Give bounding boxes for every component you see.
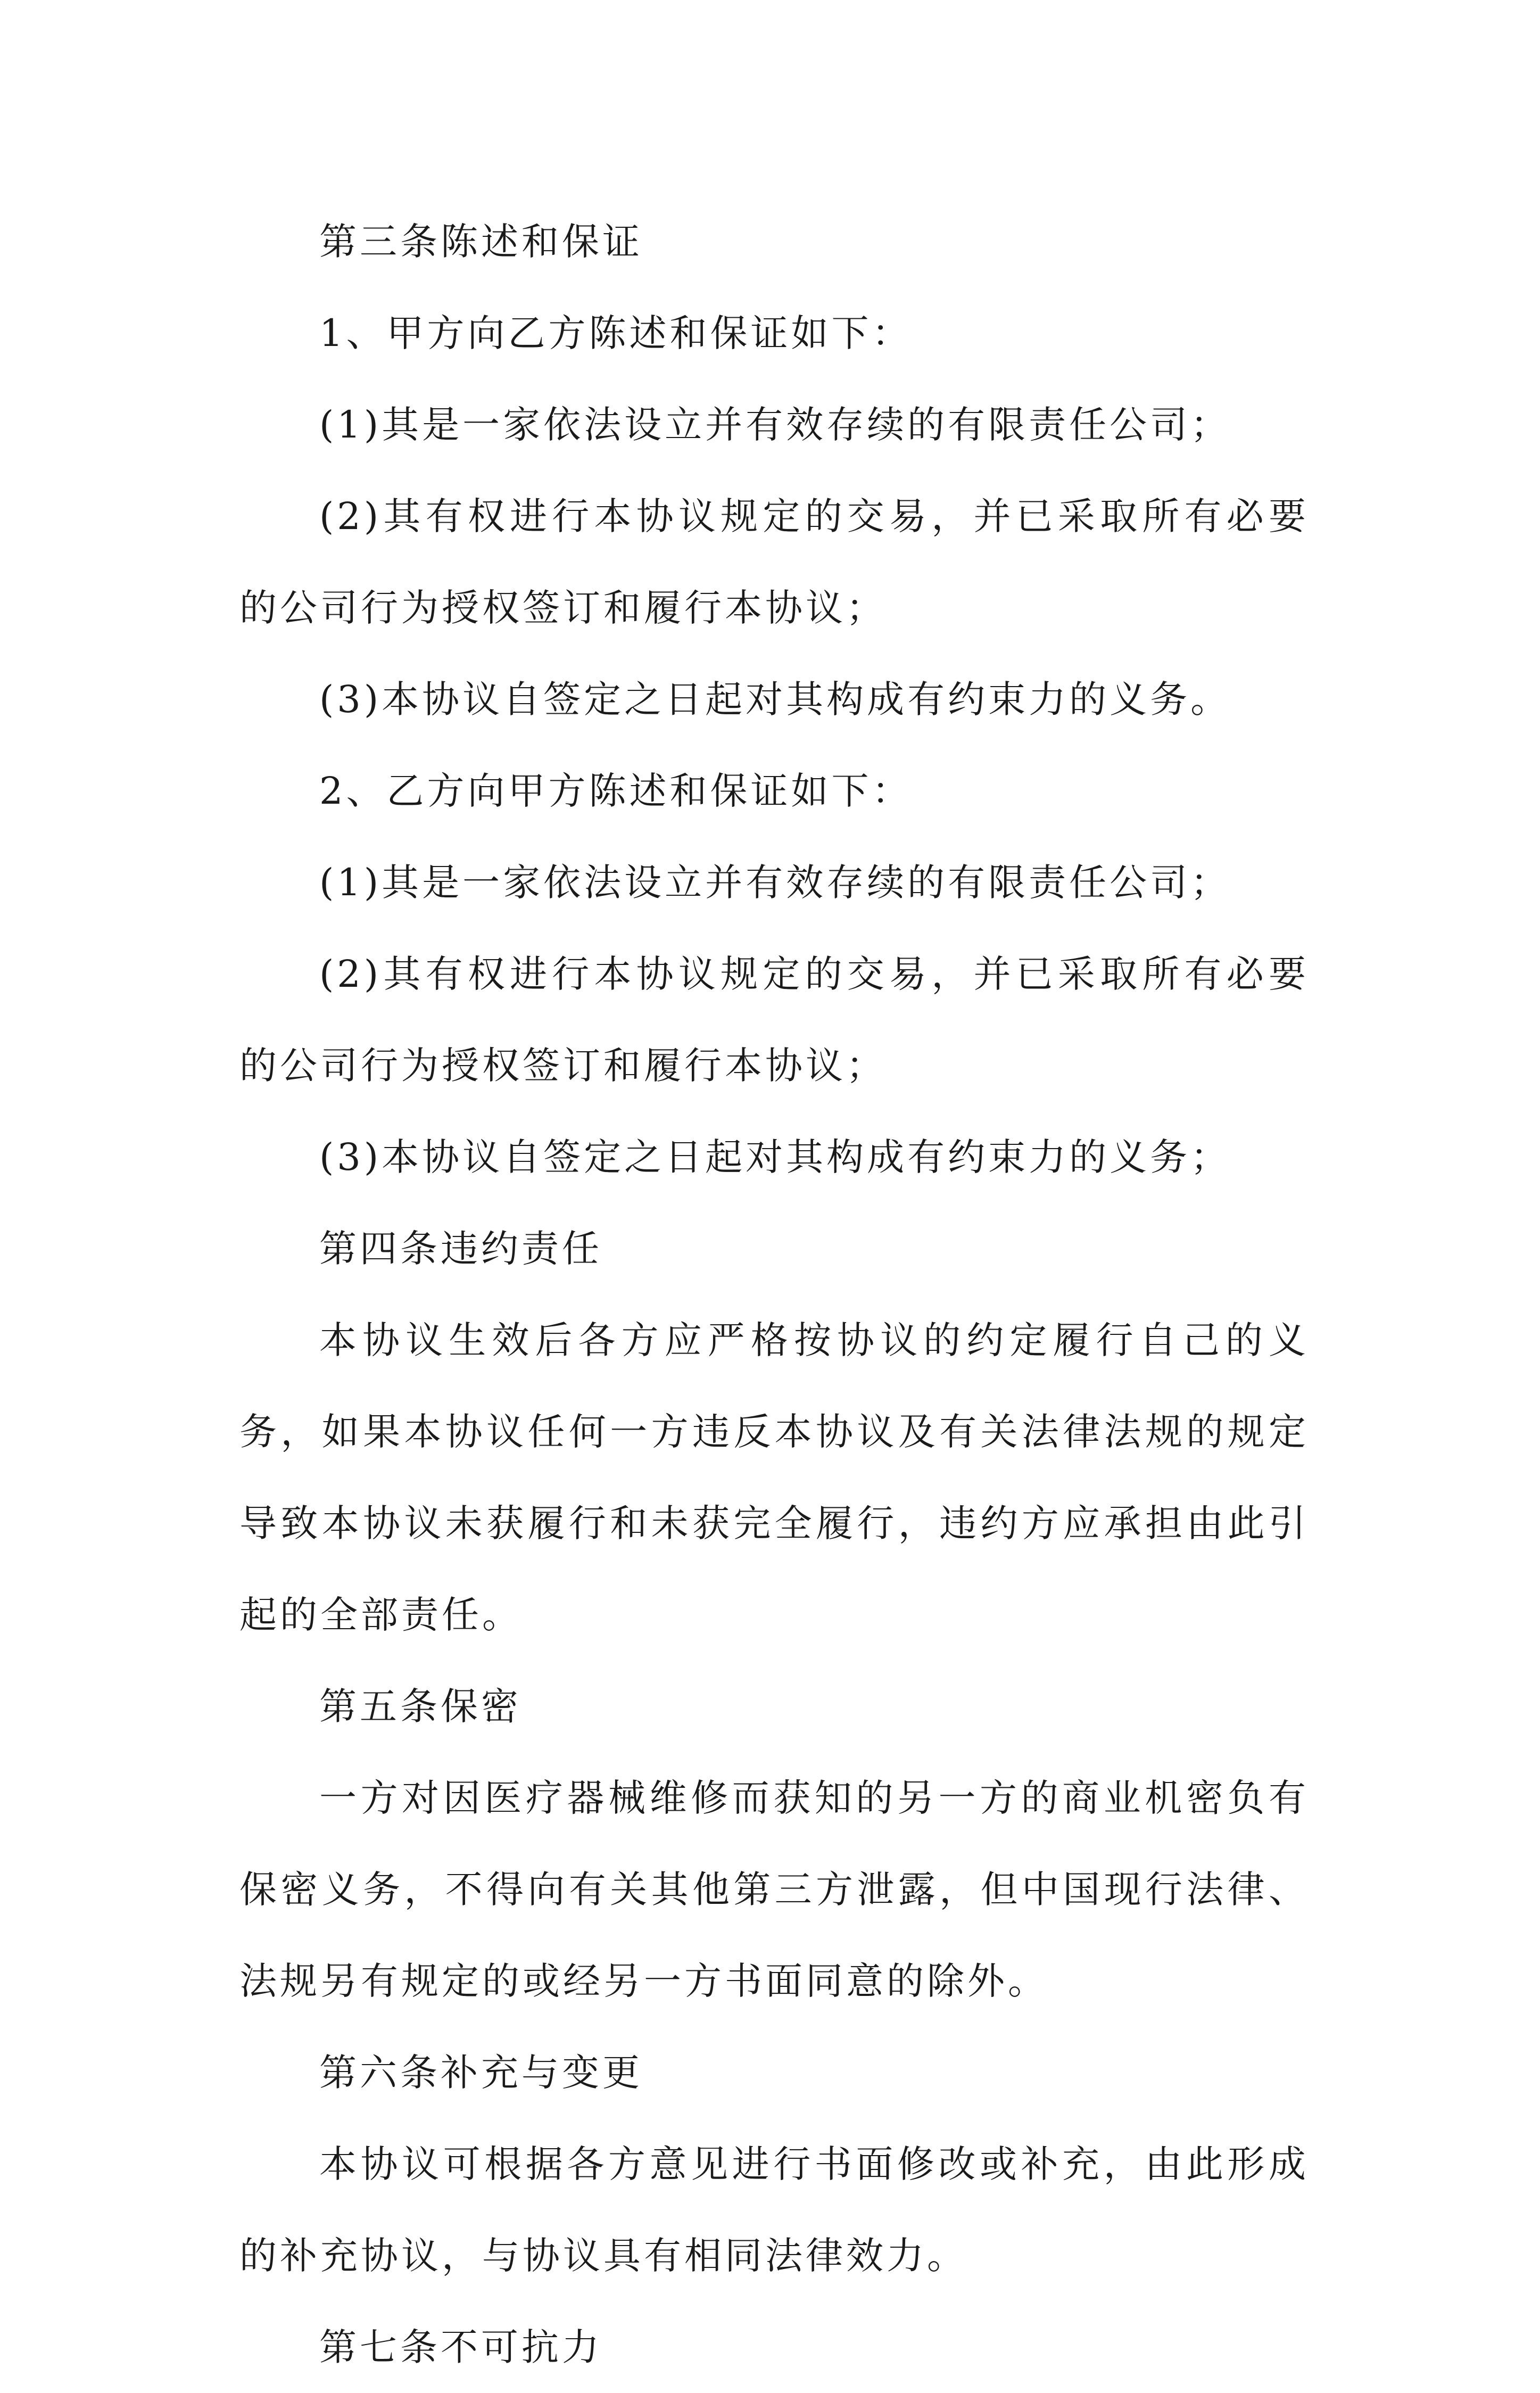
paragraph: 本协议生效后各方应严格按协议的约定履行自己的义务，如果本协议任何一方违反本协议及有关法律法规的规定导致本协议未获履行和未获完全履行，违约方应承担由此引起的全部责任。 xyxy=(239,1318,1309,1637)
section-heading-3: 第三条陈述和保证 xyxy=(319,220,643,263)
paragraph: (2)其有权进行本协议规定的交易，并已采取所有必要的公司行为授权签订和履行本协议； xyxy=(239,952,1309,1087)
paragraph: (3)本协议自签定之日起对其构成有约束力的义务； xyxy=(319,1135,1231,1179)
paragraph: 2、乙方向甲方陈述和保证如下： xyxy=(319,769,913,813)
paragraph: (1)其是一家依法设立并有效存续的有限责任公司； xyxy=(319,861,1231,904)
section-heading-5: 第五条保密 xyxy=(319,1685,521,1728)
section-heading-6: 第六条补充与变更 xyxy=(319,2051,643,2094)
paragraph: (3)本协议自签定之日起对其构成有约束力的义务。 xyxy=(319,678,1231,721)
paragraph: (1)其是一家依法设立并有效存续的有限责任公司； xyxy=(319,403,1231,447)
document-page xyxy=(239,196,1309,2393)
paragraph: 1、甲方向乙方陈述和保证如下： xyxy=(319,311,913,355)
paragraph: 本协议可根据各方意见进行书面修改或补充，由此形成的补充协议，与协议具有相同法律效力。 xyxy=(239,2142,1309,2278)
section-heading-7: 第七条不可抗力 xyxy=(319,2325,602,2369)
section-heading-4: 第四条违约责任 xyxy=(319,1227,602,1270)
paragraph: 一方对因医疗器械维修而获知的另一方的商业机密负有保密义务，不得向有关其他第三方泄露，但中国现行法律、法规另有规定的或经另一方书面同意的除外。 xyxy=(239,1776,1309,2003)
paragraph: (2)其有权进行本协议规定的交易，并已采取所有必要的公司行为授权签订和履行本协议； xyxy=(239,494,1309,630)
